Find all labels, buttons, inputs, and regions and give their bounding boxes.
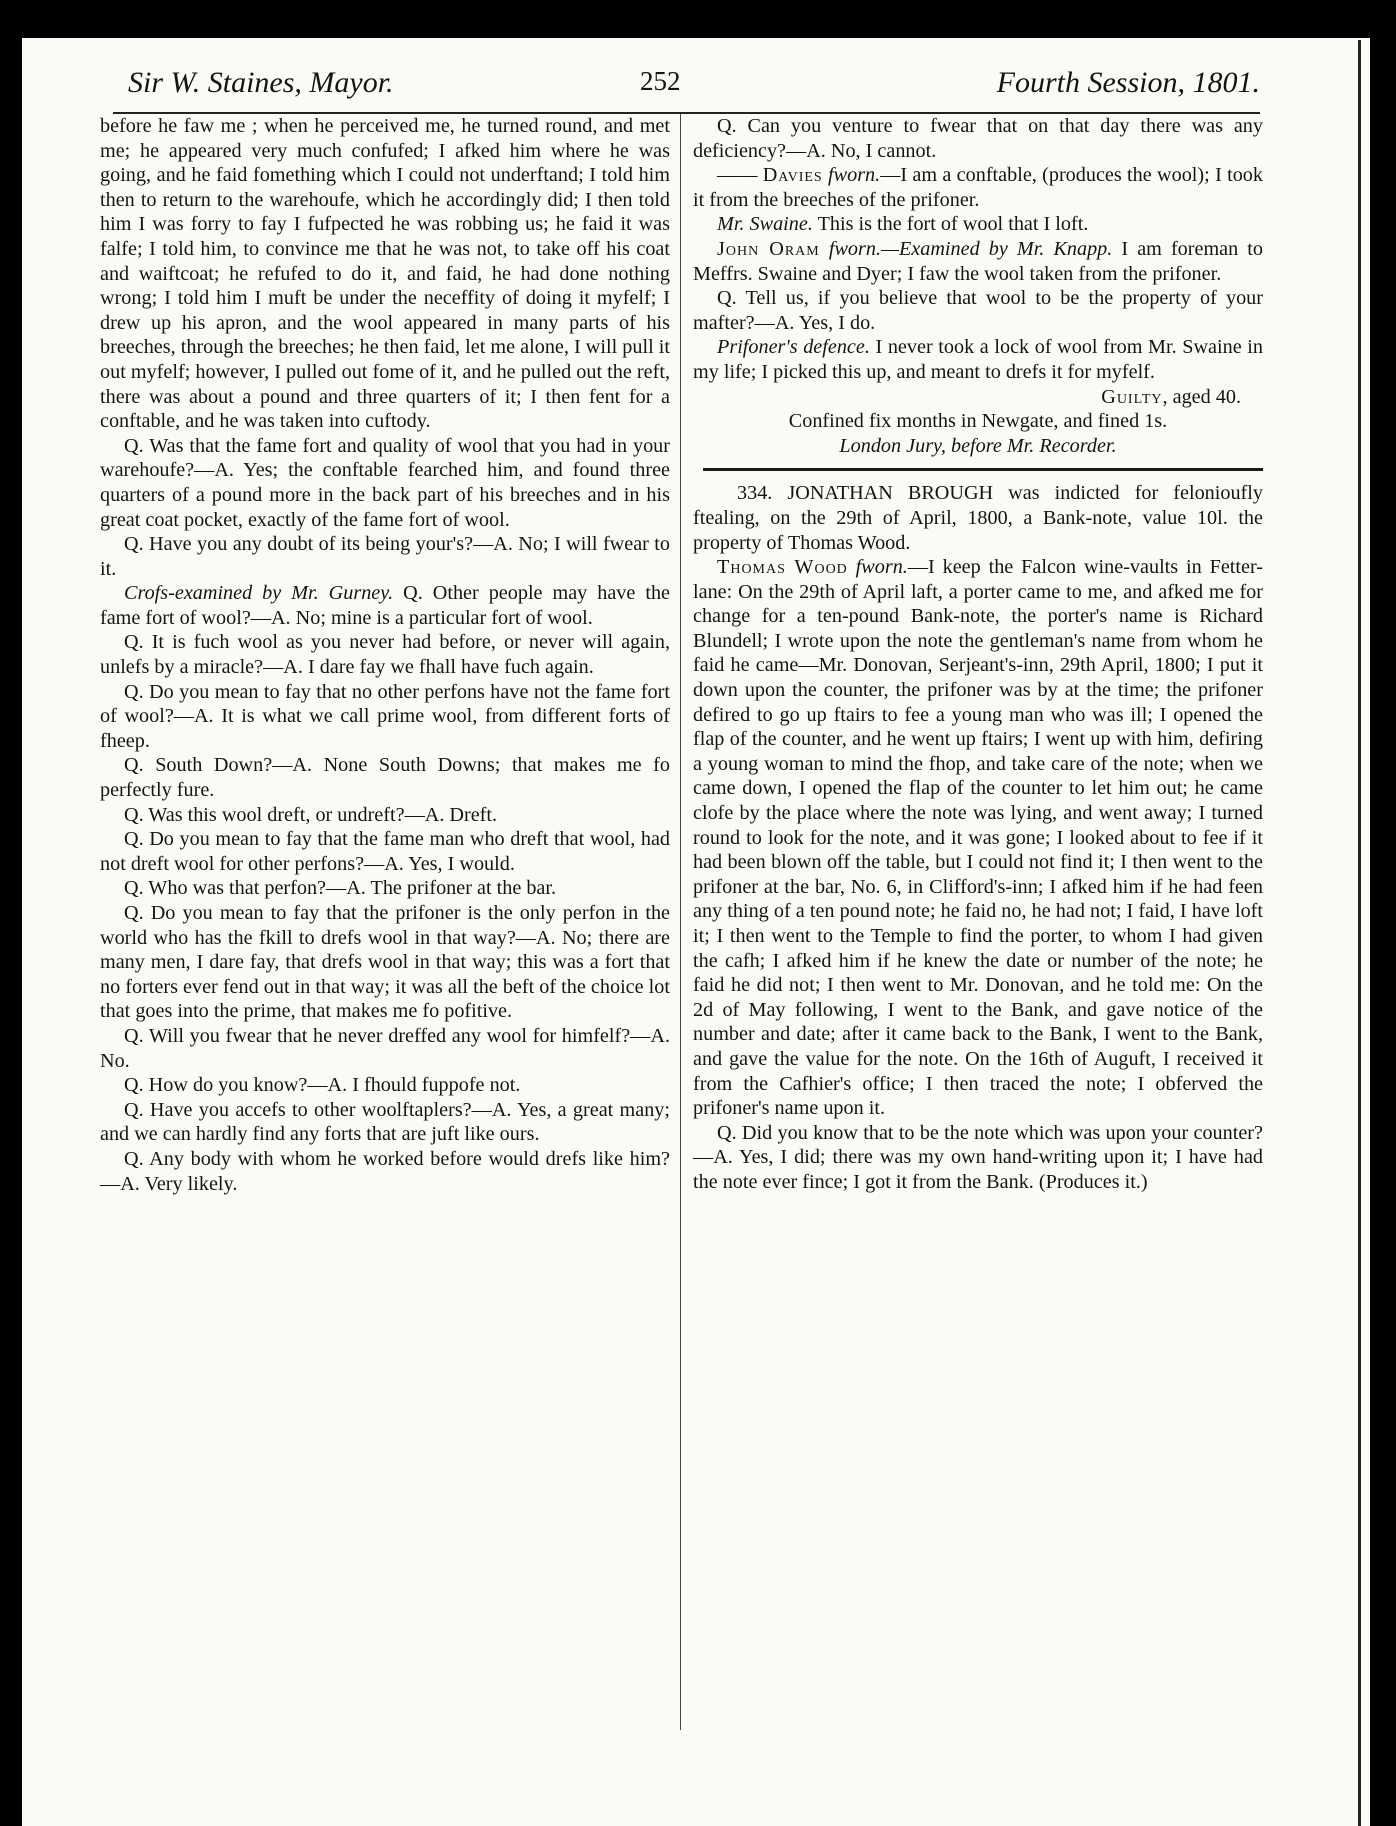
examination-label: fworn. [822,164,881,187]
testimony-paragraph [100,581,670,630]
scan-border-left [0,0,22,1826]
paragraph-text: Q. Was this wool dreft, or undreft?—A. Dreft. [124,803,498,826]
examination-label: Prifoner's defence. [717,336,870,359]
testimony-paragraph [100,630,670,679]
paragraph-text: Q. Do you mean to fay that the fame man who dreft that wool, had not dreft wool for other perfons?—A. Yes, I would. [100,828,670,875]
paragraph-text: Q. Can you venture to fwear that on that day there was any deficiency?—A. No, I cannot. [693,115,1263,162]
testimony-paragraph [100,901,670,1024]
running-header [120,66,1260,110]
paragraph-text: Q. Did you know that to be the note which was upon your counter?—A. Yes, I did; there was my own hand-writing upon it; I have had the note ever fince; I got it from the Bank. (Produces it.) [693,1121,1263,1193]
testimony-paragraph [100,680,670,754]
examination-label: fworn. [847,556,908,579]
testimony-paragraph [100,1147,670,1196]
testimony-paragraph [100,114,670,434]
section-rule [703,468,1263,471]
paragraph-text: Q. Tell us, if you believe that wool to be the property of your mafter?—A. Yes, I do. [693,287,1263,334]
testimony-paragraph [693,335,1263,384]
witness-name: Thomas Wood [717,556,848,579]
testimony-paragraph [100,803,670,828]
testimony-paragraph [693,555,1263,1121]
paragraph-text: I never took a lock of wool from Mr. Swaine in my life; I picked this up, and meant to drefs it for myfelf. [693,336,1263,383]
paragraph-text: Q. Will you fwear that he never dreffed any wool for himfelf?—A. No. [100,1024,670,1072]
testimony-paragraph [693,114,1263,163]
testimony-paragraph [693,409,1263,434]
witness-name: Davies [762,164,823,187]
scan-border-right [1370,0,1396,1826]
verdict-label: Guilty [1101,385,1163,408]
paragraph-text: Q. South Down?—A. None South Downs; that makes me fo perfectly fure. [100,754,670,802]
paragraph-text: This is the fort of wool that I loft. [812,213,1089,236]
paragraph-text: Q. Any body with whom he worked before would drefs like him?—A. Very likely. [100,1147,670,1195]
case-heading [693,481,1263,555]
page-number: 252 [640,66,681,96]
testimony-paragraph [693,286,1263,335]
paragraph-text: 334. JONATHAN BROUGH was indicted for felonioufly ftealing, on the 29th of April, 1800, a Bank-note, value 10l. the property of Thomas Wood. [693,482,1263,554]
paragraph-text: Q. Have you any doubt of its being your's?—A. No; I will fwear to it. [100,533,670,580]
header-mayor: Sir W. Staines, Mayor. [128,66,394,99]
testimony-paragraph [693,212,1263,237]
speaker-label: Crofs-examined by Mr. Gurney. [124,582,394,605]
paragraph-text: Q. Was that the fame fort and quality of wool that you had in your warehoufe?—A. Yes; the conftable fearched him, and found three quarters of a pound more in the back part of his breeches and in his great coat pocket, exactly of the fame fort of wool. [100,434,670,531]
testimony-paragraph [100,532,670,581]
right-column [693,114,1263,1195]
testimony-paragraph [693,434,1263,459]
testimony-paragraph [693,237,1263,286]
testimony-paragraph [693,163,1263,212]
testimony-paragraph [693,1121,1263,1195]
paragraph-text: Q. Do you mean to fay that the prifoner is the only perfon in the world who has the fkill to drefs wool in that way?—A. No; there are many men, I dare fay, that drefs wool in that way; this was a fort that no forters ever fend out in that way; it was all the beft of the choice lot that goes into the prime, that makes me fo pofitive. [100,902,670,1023]
testimony-paragraph [100,876,670,901]
paragraph-text: Q. How do you know?—A. I fhould fuppofe not. [124,1074,521,1097]
testimony-paragraph [100,1024,670,1073]
paragraph-text: Q. Do you mean to fay that no other perfons have not the fame fort of wool?—A. It is what we call prime wool, from different forts of fheep. [100,680,670,752]
dash-lead: —— [717,164,763,187]
left-column [100,114,670,1196]
testimony-paragraph [693,385,1263,410]
paragraph-text: before he faw me ; when he perceived me, he turned round, and met me; he appeared very much confufed; I afked him where he was going, and he faid fomething which I could not underftand; I told him then to return to the warehoufe, which he accordingly did; I then told him I was forry to fay I fufpected he was robbing us; he faid it was falfe; I told him, to convince me that he was not, to take off his coat and waiftcoat; he refufed to do it, and faid, he had done nothing wrong; I told him I muft be under the neceffity of doing it myfelf; I drew up his apron, and the wool appeared in many parts of his breeches, through the breeches; he then faid, let me alone, I will pull it out myfelf; however, I pulled out fome of it, and he pulled out the reft, there was about a pound and three quarters of it; I then fent for a conftable, and he was taken into cuftody. [100,115,670,433]
paragraph-text: , aged 40. [1162,385,1241,408]
testimony-paragraph [100,1098,670,1147]
paragraph-text: —I keep the Falcon wine-vaults in Fetter-lane: On the 29th of April laft, a porter came to me, and afked me for change for a ten-pound Bank-note, the porter's name is Richard Blundell; I wrote upon the note the gentleman's name from whom he faid he came—Mr. Donovan, Serjeant's-inn, 29th April, 1800; I put it down upon the counter, the prifoner was by at the time; the prifoner defired to go up ftairs to fee a young man who was ill; I opened the flap of the counter, and he went up ftairs; I went up with him, defiring a young woman to mind the fhop, and take care of the note; when we came down, I opened the flap of the counter to let him out; he came clofe by the place where the note was lying, and went away; I turned round to look for the note, and it was gone; I looked about to fee if it had been blown off the table, but I could not find it; I then went to the prifoner at the bar, No. 6, in Clifford's-inn; I afked him if he had feen any thing of a ten pound note; he faid no, he had not; I faid, I have loft it; I then went to the Temple to find the porter, to whom I had given the cafh; I afked him if he knew the date or number of the note; he faid he did not; I then went to Mr. Donovan, and he told me: On the 2d of May following, I went to the Bank, and gave notice of the number and date; after it came back to the Bank, I went to the Bank, and gave the value for the note. On the 16th of Auguft, I received it from the Cafhier's office; I then traced the note; I obferved the prifoner's name upon it. [693,556,1264,1120]
testimony-paragraph [100,1073,670,1098]
paragraph-text: Q. Other people may have the fame fort of wool?—A. No; mine is a particular fort of wool. [100,582,670,629]
testimony-paragraph [100,434,670,532]
paragraph-text: London Jury, before Mr. Recorder. [839,434,1117,457]
examination-label: Mr. Swaine. [717,213,813,236]
column-divider [680,114,681,1730]
paragraph-text: Q. It is fuch wool as you never had before, or never will again, unlefs by a miracle?—A. I dare fay we fhall have fuch again. [100,631,670,679]
paragraph-text: Q. Have you accefs to other woolftaplers?—A. Yes, a great many; and we can hardly find any forts that are juft like ours. [100,1098,670,1146]
witness-name: John Oram [717,237,820,260]
testimony-paragraph [100,753,670,802]
paragraph-text: Q. Who was that perfon?—A. The prifoner at the bar. [124,877,557,900]
paragraph-text: —I am a conftable, (produces the wool); I took it from the breeches of the prifoner. [693,164,1263,211]
paragraph-text: Confined fix months in Newgate, and fined 1s. [788,410,1168,433]
testimony-paragraph [100,827,670,876]
header-session: Fourth Session, 1801. [996,66,1260,99]
examination-label: fworn.—Examined by Mr. Knapp. [819,237,1113,260]
paragraph-text: I am foreman to Meffrs. Swaine and Dyer; I faw the wool taken from the prifoner. [693,237,1263,285]
page-edge-line [1358,40,1361,1826]
